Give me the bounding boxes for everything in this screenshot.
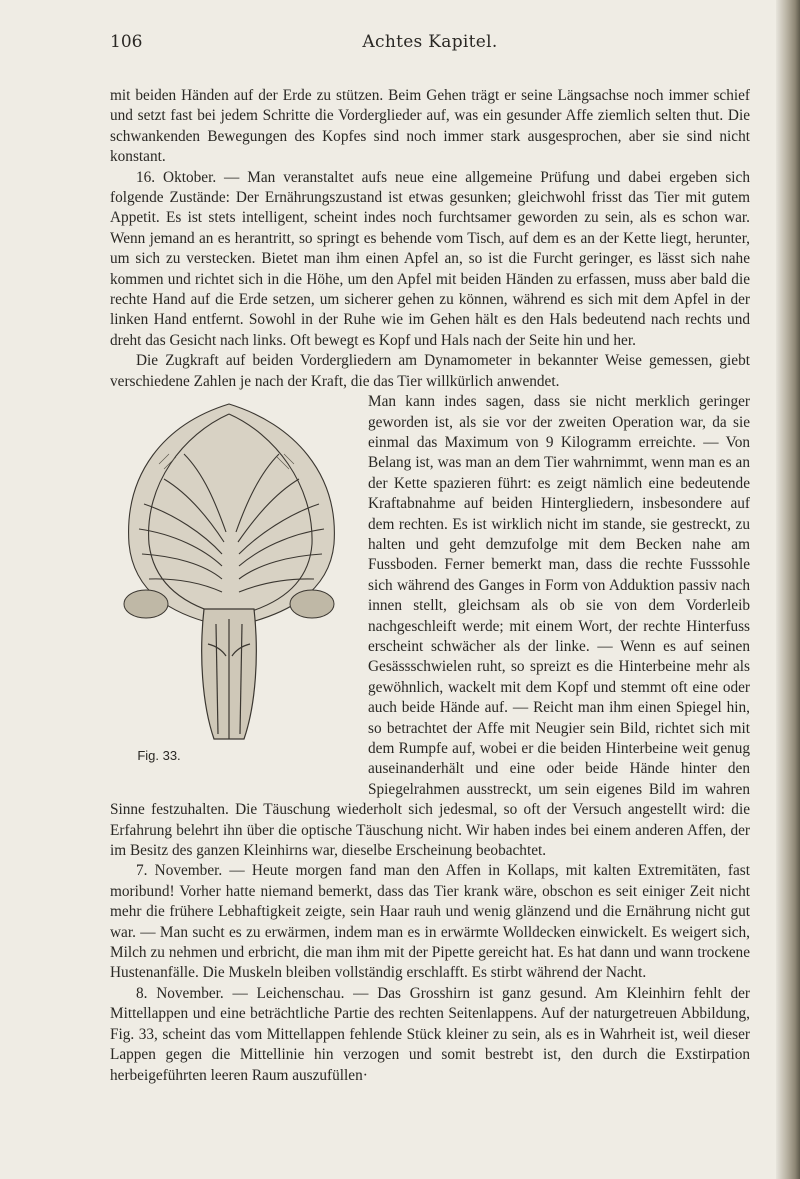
chapter-title: Achtes Kapitel. (362, 32, 498, 52)
paragraph-3-body: Man kann indes sagen, dass sie nicht merklich geringer geworden ist, als sie vor der zweiten Operation war, da sie einmal das Maximum von 9 Kilogramm erreichte. — Von Belang ist, was man an dem Tier wahrnimmt, wenn man es an der Kette spazieren führt: es zeigt nämlich eine bedeutende Kraftabnahme auf beiden Hintergliedern, insbesondere auf dem rechten. Es ist wirklich nicht im stande, sie gestreckt, zu halten und geht demzufolge mit dem Becken nahe am Fussboden. Ferner bemerkt man, dass die rechte Fusssohle sich während des Ganges in Form von Adduktion passiv nach innen stellt, gleichsam als ob sie von dem Vorderleib nachgeschleift werde; mit einem Wort, der rechte Hinterfuss erscheint schwächer als der linke. — Wenn es auf seinen Gesässschwielen ruht, so spreizt es die Hinterbeine mehr als gewöhnlich, wackelt mit dem Kopf und stemmt oft eine oder auch beide Hände auf. — Reicht man ihm einen Spiegel hin, so betrachtet der Affe mit Neugier sein Bild, richtet sich mit dem Rumpfe auf, wobei er die beiden Hinterbeine weit genug auseinanderhält und eine oder beide Hände hinter den Spiegelrahmen ausstreckt, um sein eigenes Bild im wahren Sinne festzuhalten. Die Täuschung wiederholt sich jedesmal, so oft der Versuch angestellt wird: die Erfahrung belehrt ihn über die optische Täuschung nicht. Wir haben indes bei einem anderen Affen, der im Besitz des ganzen Kleinhirns war, dieselbe Erscheinung beobachtet. (110, 393, 750, 860)
figure-caption: Fig. 33. (137, 747, 181, 763)
page-edge-shadow (776, 0, 800, 1179)
paragraph-3-intro: Die Zugkraft auf beiden Vordergliedern am Dynamometer in bekannter Weise gemessen, giebt verschiedene Zahlen je nach der Kraft, die das Tier willkürlich anwendet. (110, 352, 750, 390)
cerebellum-illustration (104, 394, 354, 764)
paragraph-4: 7. November. — Heute morgen fand man den Affen in Kollaps, mit kalten Extremitäten, fast moribund! Vorher hatte niemand bemerkt, dass das Tier krank wäre, obschon es seit einiger Zeit nicht mehr die frühere Lebhaftigkeit zeigte, sein Haar rauh und wenig glänzend und die Ernährung nicht gut war. — Man sucht es zu erwärmen, indem man es in erwärmte Wolldecken einwickelt. Es weigert sich, Milch zu nehmen und erbricht, die man ihm mit der Pipette gereicht hat. Es hat dann und wann trockene Hustenanfälle. Die Muskeln bleiben vollständig erschlafft. Es stirbt während der Nacht. (110, 862, 750, 982)
paragraph-2: 16. Oktober. — Man veranstaltet aufs neue eine allgemeine Prüfung und dabei ergeben sich folgende Zustände: Der Ernährungszustand ist etwas gesunken; gleichwohl frisst das Tier mit gutem Appetit. Es ist stets intelligent, scheint indes noch furchtsamer geworden zu sein, als es schon war. Wenn jemand an es herantritt, so springt es behende vom Tisch, auf dem es an der Kette liegt, herunter, um sich zu verstecken. Bietet man ihm einen Apfel an, so ist die Furcht geringer, es lässt sich nahe kommen und richtet sich in die Höhe, um den Apfel mit beiden Händen zu erfassen, muss aber bald die rechte Hand auf die Erde setzen, um sicherer gehen zu können, während es sich mit dem Apfel in der linken Hand entfernt. Sowohl in der Ruhe wie im Gehen hält es den Hals bedeutend nach rechts und dreht das Gesicht nach links. Oft bewegt es Kopf und Hals nach der Seite hin und her. (110, 168, 750, 349)
paragraph-5: 8. November. — Leichenschau. — Das Grosshirn ist ganz gesund. Am Kleinhirn fehlt der Mittellappen und eine beträchtliche Partie des rechten Seitenlappens. Auf der naturgetreuen Abbildung, Fig. 33, scheint das vom Mittellappen fehlende Stück kleiner zu sein, als es in Wahrheit ist, weil dieser Lappen gegen die Mittellinie hin verzogen und somit bestrebt ist, den durch die Exstirpation herbeigeführten leeren Raum auszufüllen· (110, 984, 750, 1084)
body-text (110, 86, 750, 1086)
cerebellum-figure (104, 394, 354, 788)
page-number: 106 (110, 32, 143, 52)
paragraph-1: mit beiden Händen auf der Erde zu stützen. Beim Gehen trägt er seine Längsachse noch immer schief und setzt fast bei jedem Schritte die Vorderglieder auf, was ein gesunder Affe ziemlich selten thut. Die schwankenden Bewegungen des Kopfes sind noch immer stark ausgesprochen, aber sie sind nicht konstant. (110, 87, 750, 166)
page-header (110, 32, 750, 60)
